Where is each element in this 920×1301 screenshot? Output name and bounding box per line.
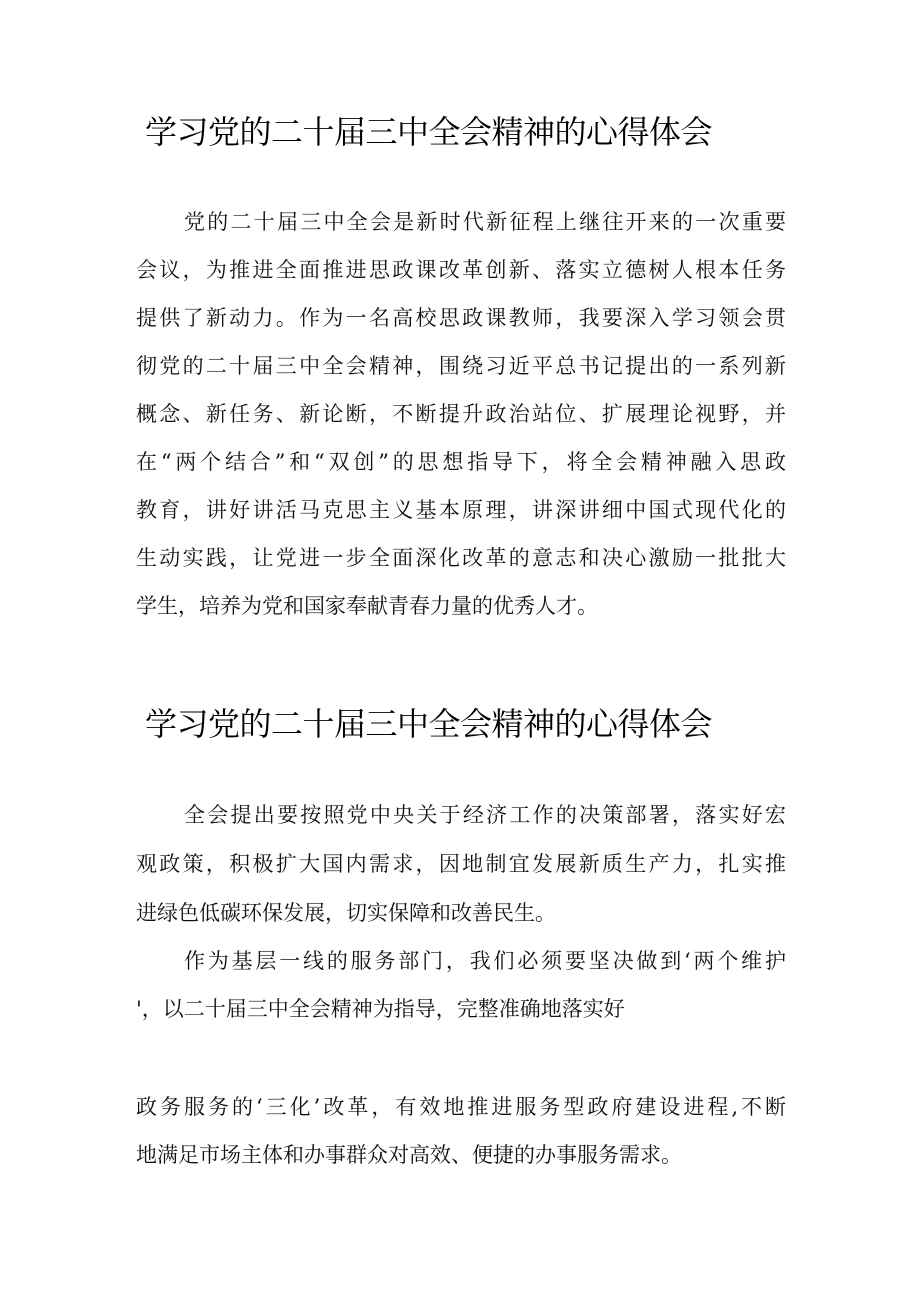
section-1-title: 学习党的二十届三中全会精神的心得体会 — [145, 113, 713, 151]
section-2-line-2: 观政策，积极扩大国内需求，因地制宜发展新质生产力，扎实推 — [136, 852, 786, 876]
section-2-title: 学习党的二十届三中全会精神的心得体会 — [145, 705, 713, 743]
section-1-line-2: 会议，为推进全面推进思政课改革创新、落实立德树人根本任务 — [136, 258, 786, 282]
section-1-line-4: 彻党的二十届三中全会精神，围绕习近平总书记提出的一系列新 — [136, 354, 786, 378]
section-1-line-9: 学生，培养为党和国家奉献青春力量的优秀人才。 — [136, 594, 598, 618]
section-2-line-6: 政务服务的‘三化’改革，有效地推进服务型政府建设进程,不断 — [136, 1095, 786, 1119]
section-1-line-7: 教育，讲好讲活马克思主义基本原理，讲深讲细中国式现代化的 — [136, 498, 786, 522]
section-1-line-5: 概念、新任务、新论断，不断提升政治站位、扩展理论视野，并 — [136, 402, 786, 426]
section-1-line-1: 党的二十届三中全会是新时代新征程上继往开来的一次重要 — [184, 210, 786, 234]
section-1-line-8: 生动实践，让党进一步全面深化改革的意志和决心激励一批批大 — [136, 546, 786, 570]
section-1-line-3: 提供了新动力。作为一名高校思政课教师，我要深入学习领会贯 — [136, 306, 786, 330]
section-1-line-6: 在“两个结合”和“双创”的思想指导下，将全会精神融入思政 — [136, 450, 786, 474]
section-2-line-3: 进绿色低碳环保发展，切实保障和改善民生。 — [136, 901, 556, 925]
section-2-line-4: 作为基层一线的服务部门，我们必须要坚决做到‘两个维护 — [184, 949, 786, 973]
section-2-line-1: 全会提出要按照党中央关于经济工作的决策部署，落实好宏 — [184, 803, 786, 827]
section-2-line-7: 地满足市场主体和办事群众对高效、便捷的办事服务需求。 — [136, 1143, 682, 1167]
section-2-line-5: '，以二十届三中全会精神为指导，完整准确地落实好 — [136, 997, 625, 1021]
